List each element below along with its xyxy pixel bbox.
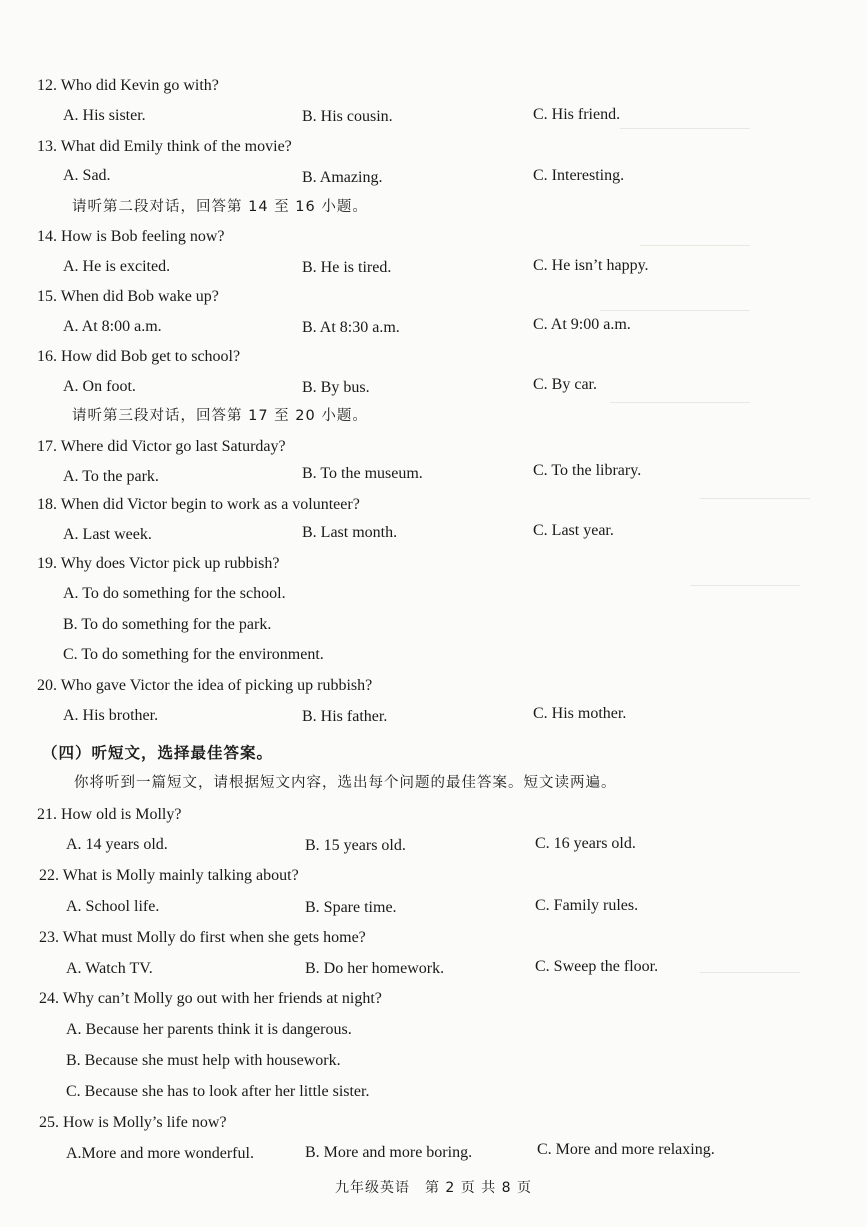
option-23b: B. Do her homework.: [305, 960, 445, 977]
section-4-description: 你将听到一篇短文，请根据短文内容，选出每个问题的最佳答案。短文读两遍。: [74, 775, 617, 791]
option-25b: B. More and more boring.: [305, 1144, 473, 1161]
option-17c: C. To the library.: [533, 462, 642, 479]
option-24a: A. Because her parents think it is dangerous.: [66, 1021, 352, 1038]
option-24b: B. Because she must help with housework.: [66, 1052, 341, 1069]
option-23a: A. Watch TV.: [66, 960, 153, 977]
option-24c: C. Because she has to look after her little sister.: [66, 1083, 370, 1100]
instruction-dialog-2: 请听第二段对话，回答第 14 至 16 小题。: [72, 199, 368, 215]
page-footer: 九年级英语 第 2 页 共 8 页: [334, 1180, 533, 1196]
option-19a: A. To do something for the school.: [63, 585, 286, 602]
option-15b: B. At 8:30 a.m.: [302, 319, 400, 336]
question-15: 15. When did Bob wake up?: [37, 288, 219, 305]
question-21: 21. How old is Molly?: [37, 806, 182, 823]
option-18a: A. Last week.: [63, 526, 152, 543]
question-14: 14. How is Bob feeling now?: [37, 228, 225, 245]
section-4-title: （四）听短文，选择最佳答案。: [42, 744, 274, 762]
option-18b: B. Last month.: [302, 524, 398, 541]
option-21a: A. 14 years old.: [66, 836, 168, 853]
option-14a: A. He is excited.: [63, 258, 171, 275]
instruction-dialog-3: 请听第三段对话，回答第 17 至 20 小题。: [72, 408, 368, 424]
question-13: 13. What did Emily think of the movie?: [37, 138, 292, 155]
option-25a: A.More and more wonderful.: [66, 1145, 254, 1162]
option-23c: C. Sweep the floor.: [535, 958, 659, 975]
option-15a: A. At 8:00 a.m.: [63, 318, 162, 335]
option-21b: B. 15 years old.: [305, 837, 406, 854]
option-12b: B. His cousin.: [302, 108, 393, 125]
option-13b: B. Amazing.: [302, 169, 383, 186]
option-18c: C. Last year.: [533, 522, 614, 539]
option-13a: A. Sad.: [63, 167, 111, 184]
option-19c: C. To do something for the environment.: [63, 646, 324, 663]
option-25c: C. More and more relaxing.: [537, 1141, 715, 1158]
option-16c: C. By car.: [533, 376, 597, 393]
option-17b: B. To the museum.: [302, 465, 423, 482]
question-17: 17. Where did Victor go last Saturday?: [37, 438, 286, 455]
option-21c: C. 16 years old.: [535, 835, 636, 852]
option-22a: A. School life.: [66, 898, 160, 915]
option-16b: B. By bus.: [302, 379, 370, 396]
option-15c: C. At 9:00 a.m.: [533, 316, 631, 333]
option-20c: C. His mother.: [533, 705, 627, 722]
question-16: 16. How did Bob get to school?: [37, 348, 241, 365]
question-12: 12. Who did Kevin go with?: [37, 77, 219, 94]
option-12a: A. His sister.: [63, 107, 146, 124]
option-17a: A. To the park.: [63, 468, 159, 485]
option-20a: A. His brother.: [63, 707, 159, 724]
option-22c: C. Family rules.: [535, 897, 639, 914]
option-14b: B. He is tired.: [302, 259, 392, 276]
question-20: 20. Who gave Victor the idea of picking up rubbish?: [37, 677, 373, 694]
question-25: 25. How is Molly’s life now?: [39, 1114, 227, 1131]
option-14c: C. He isn’t happy.: [533, 257, 649, 274]
option-19b: B. To do something for the park.: [63, 616, 272, 633]
option-13c: C. Interesting.: [533, 167, 625, 184]
option-12c: C. His friend.: [533, 106, 621, 123]
option-22b: B. Spare time.: [305, 899, 397, 916]
question-18: 18. When did Victor begin to work as a volunteer?: [37, 496, 360, 513]
option-16a: A. On foot.: [63, 378, 136, 395]
question-23: 23. What must Molly do first when she gets home?: [39, 929, 366, 946]
question-19: 19. Why does Victor pick up rubbish?: [37, 555, 280, 572]
question-24: 24. Why can’t Molly go out with her friends at night?: [39, 990, 382, 1007]
option-20b: B. His father.: [302, 708, 388, 725]
question-22: 22. What is Molly mainly talking about?: [39, 867, 299, 884]
